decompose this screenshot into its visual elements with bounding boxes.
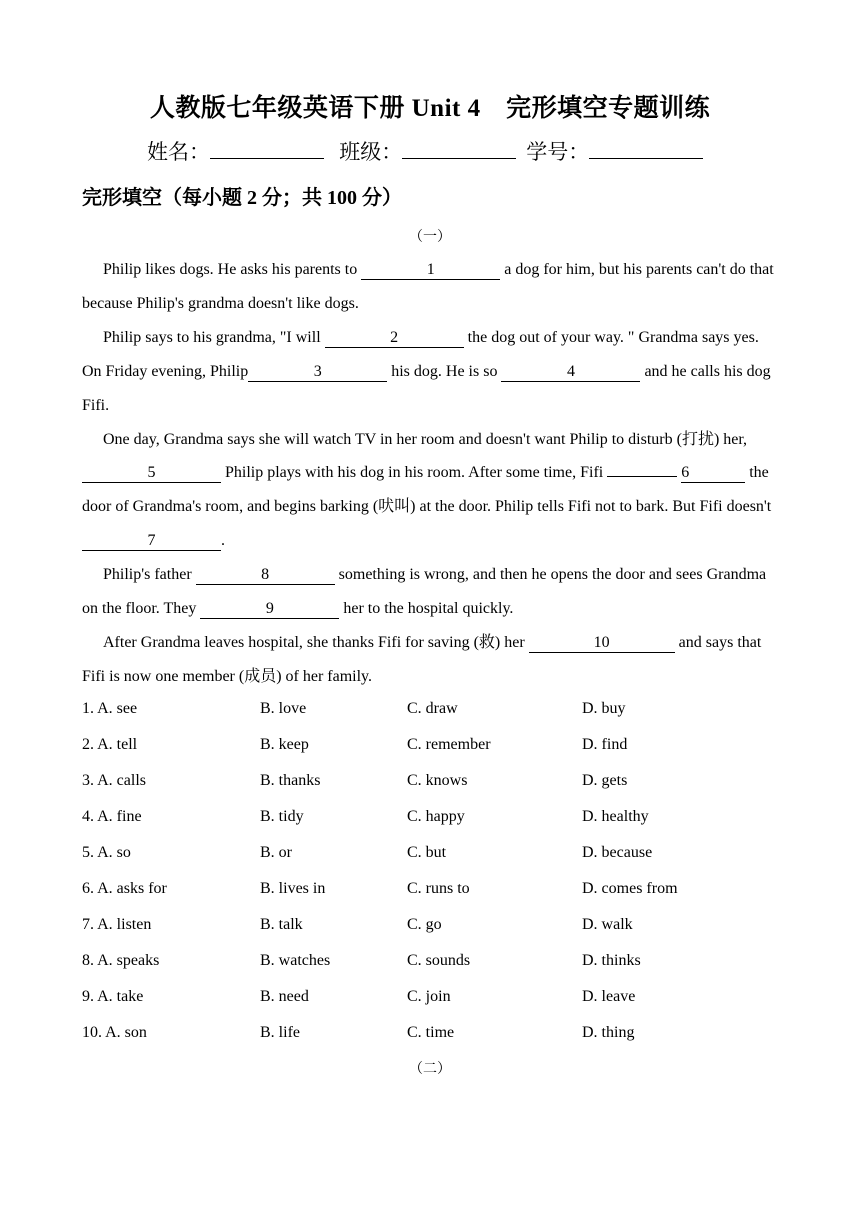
passage-text: . — [221, 532, 225, 550]
option-row — [82, 730, 782, 766]
option-d[interactable]: D. thinks — [582, 952, 641, 969]
blank-2[interactable]: 2 — [325, 329, 464, 348]
option-c[interactable]: C. go — [407, 916, 442, 933]
number-blank[interactable] — [589, 140, 703, 159]
blank-10[interactable]: 10 — [529, 634, 675, 653]
passage-text: her to the hospital quickly. — [339, 600, 514, 618]
option-c[interactable]: C. join — [407, 988, 451, 1005]
option-c[interactable]: C. but — [407, 844, 447, 861]
option-d[interactable]: D. leave — [582, 988, 636, 1005]
passage-text: Philip likes dogs. He asks his parents to — [103, 261, 362, 278]
option-c[interactable]: C. remember — [407, 736, 491, 753]
name-label: 姓名： — [147, 140, 210, 164]
option-b[interactable]: B. watches — [260, 952, 331, 969]
option-a[interactable]: 3. A. calls — [82, 772, 146, 789]
passage-paragraph — [82, 423, 782, 559]
option-a[interactable]: 10. A. son — [82, 1024, 147, 1041]
passage-text: Philip's father — [103, 566, 196, 584]
class-blank[interactable] — [402, 140, 516, 159]
option-d[interactable]: D. find — [582, 736, 628, 753]
option-row — [82, 802, 782, 838]
blank-7[interactable]: 7 — [82, 532, 221, 551]
name-blank[interactable] — [210, 140, 324, 159]
class-label: 班级： — [339, 140, 403, 164]
option-b[interactable]: B. need — [260, 988, 309, 1005]
option-row — [82, 946, 782, 982]
option-b[interactable]: B. life — [260, 1024, 300, 1041]
page-title: 人教版七年级英语下册 Unit 4 完形填空专题训练 — [149, 95, 711, 122]
option-a[interactable]: 2. A. tell — [82, 736, 138, 753]
option-a[interactable]: 5. A. so — [82, 844, 131, 861]
option-c[interactable]: C. runs to — [407, 880, 470, 897]
blank-1[interactable]: 1 — [361, 261, 500, 280]
option-b[interactable]: B. or — [260, 844, 292, 861]
passage-text: the door of Grandma's room, and begins barking (吠叫) at the door. Philip tells Fifi not to bark. But Fifi doesn't — [82, 464, 772, 516]
blank-3[interactable]: 3 — [248, 363, 387, 382]
option-b[interactable]: B. tidy — [260, 808, 304, 825]
option-c[interactable]: C. time — [407, 1024, 455, 1041]
cloze-passage — [82, 253, 782, 694]
option-row — [82, 910, 782, 946]
option-d[interactable]: D. walk — [582, 916, 633, 933]
option-b[interactable]: B. talk — [260, 916, 303, 933]
passage-paragraph — [82, 558, 782, 626]
part-two-label: （二） — [409, 1062, 451, 1077]
option-d[interactable]: D. because — [582, 844, 653, 861]
option-c[interactable]: C. knows — [407, 772, 468, 789]
option-d[interactable]: D. comes from — [582, 880, 678, 897]
option-b[interactable]: B. lives in — [260, 880, 326, 897]
student-info-line — [147, 136, 703, 166]
passage-text: a dog for him, but his parents can't do that because Philip's grandma doesn't like dogs. — [82, 261, 774, 312]
option-d[interactable]: D. healthy — [582, 808, 649, 825]
section-heading: 完形填空（每小题 2 分；共 100 分） — [82, 187, 402, 209]
passage-text: After Grandma leaves hospital, she thanks Fifi for saving (救) her — [103, 633, 529, 651]
option-d[interactable]: D. gets — [582, 772, 628, 789]
option-a[interactable]: 6. A. asks for — [82, 880, 167, 897]
option-row — [82, 766, 782, 802]
option-b[interactable]: B. thanks — [260, 772, 321, 789]
passage-text: Philip plays with his dog in his room. After some time, Fifi — [221, 464, 608, 482]
blank-4[interactable]: 4 — [501, 363, 640, 382]
option-c[interactable]: C. draw — [407, 700, 458, 717]
passage-text: and he calls his dog Fifi. — [82, 362, 771, 414]
passage-text: Philip says to his grandma, "I will — [103, 328, 325, 346]
option-a[interactable]: 8. A. speaks — [82, 952, 160, 969]
blank-5[interactable]: 5 — [82, 464, 221, 483]
option-d[interactable]: D. buy — [582, 700, 626, 717]
option-a[interactable]: 1. A. see — [82, 700, 138, 717]
passage-paragraph — [82, 321, 782, 423]
number-label: 学号： — [526, 140, 590, 164]
blank-9[interactable]: 9 — [200, 600, 339, 619]
passage-text: and says that Fifi is now one member (成员) of her family. — [82, 633, 762, 685]
option-row — [82, 1018, 782, 1054]
part-one-label: （一） — [409, 230, 451, 245]
option-b[interactable]: B. love — [260, 700, 307, 717]
passage-paragraph — [82, 626, 782, 694]
passage-text: One day, Grandma says she will watch TV in her room and doesn't want Philip to disturb (打扰) her, — [103, 430, 748, 448]
option-c[interactable]: C. happy — [407, 808, 465, 825]
passage-text: his dog. He is so — [387, 362, 502, 380]
option-a[interactable]: 9. A. take — [82, 988, 144, 1005]
option-c[interactable]: C. sounds — [407, 952, 471, 969]
blank-8[interactable]: 8 — [196, 566, 335, 585]
blank-6[interactable]: 6 — [681, 464, 745, 483]
answer-options — [82, 694, 782, 1054]
passage-text: the dog out of your way. " Grandma says yes. On Friday evening, Philip — [82, 328, 759, 380]
option-row — [82, 982, 782, 1018]
option-a[interactable]: 7. A. listen — [82, 916, 152, 933]
passage-paragraph — [82, 253, 782, 321]
option-b[interactable]: B. keep — [260, 736, 309, 753]
option-row — [82, 838, 782, 874]
blank-6-start[interactable] — [607, 476, 677, 477]
option-row — [82, 874, 782, 910]
option-d[interactable]: D. thing — [582, 1024, 635, 1041]
option-a[interactable]: 4. A. fine — [82, 808, 142, 825]
passage-text: something is wrong, and then he opens the door and sees Grandma on the floor. They — [82, 566, 767, 618]
option-row — [82, 694, 782, 730]
